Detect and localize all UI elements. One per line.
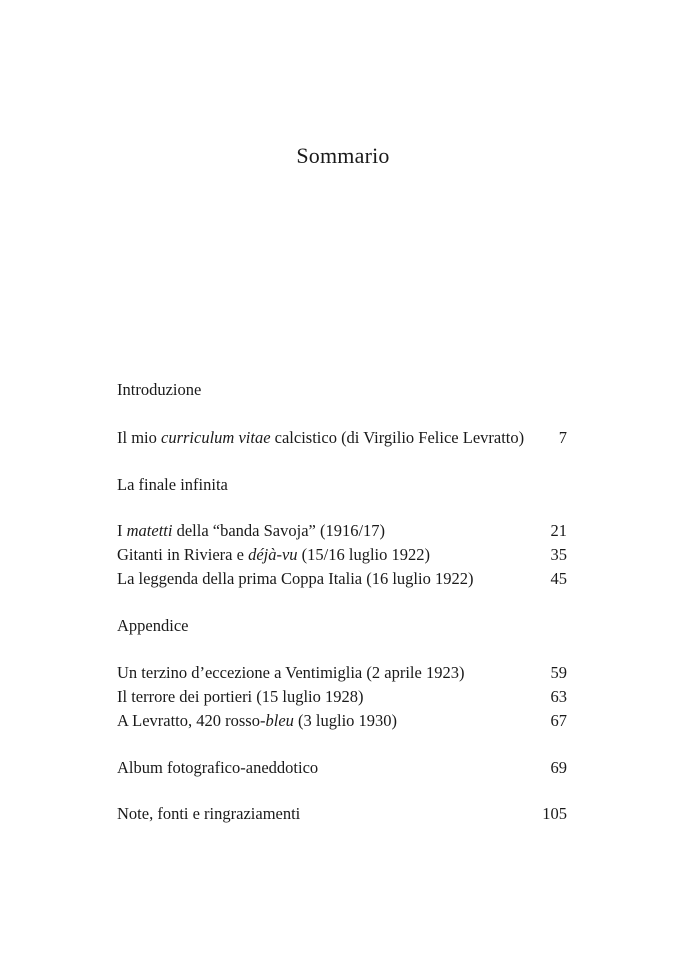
- toc-entry-title-text: La finale infinita: [117, 475, 228, 494]
- toc-entry-title-italic: déjà-vu: [248, 545, 298, 564]
- toc-entry-title: [117, 757, 318, 779]
- toc-entry-page-number: 7: [558, 428, 567, 447]
- toc-entry-title: [117, 710, 397, 732]
- toc-entry-title-text: della “banda Savoja” (1916/17): [172, 521, 386, 540]
- toc-entry-page-number: 45: [550, 569, 567, 588]
- toc-entry-title-text: Il mio: [117, 428, 161, 447]
- toc-entry-title: [117, 615, 188, 637]
- toc-entry-title: [117, 686, 364, 708]
- toc-entry-page-number: 35: [550, 545, 567, 564]
- page-title: Sommario: [296, 143, 390, 168]
- toc-entry-page-number: 59: [550, 663, 567, 682]
- toc-entry-page-number: 105: [542, 804, 567, 823]
- toc-entry-title-text: Il terrore dei portieri (15 luglio 1928): [117, 687, 364, 706]
- toc-entry-title-text: Un terzino d’eccezione a Ventimiglia (2 aprile 1923): [117, 663, 465, 682]
- toc-entry-title-text: I: [117, 521, 127, 540]
- toc-entry-title-text: Introduzione: [117, 380, 202, 399]
- toc-entry-title: [117, 803, 300, 825]
- toc-entry-title-text: (15/16 luglio 1922): [297, 545, 430, 564]
- toc-entry-title-text: Album fotografico-aneddotico: [117, 758, 319, 777]
- toc-entry-title-italic: bleu: [265, 711, 294, 730]
- toc-entry-title: [117, 662, 464, 684]
- toc-entry-title-text: La leggenda della prima Coppa Italia (16 luglio 1922): [117, 569, 474, 588]
- toc-entry-page-number: 67: [550, 711, 567, 730]
- toc-entry-title-text: Appendice: [117, 616, 189, 635]
- toc-entry-title-italic: matetti: [126, 521, 173, 540]
- toc-entry-title-text: (3 luglio 1930): [293, 711, 398, 730]
- toc-entry-title-text: Note, fonti e ringraziamenti: [117, 804, 301, 823]
- toc-entry-page-number: 21: [550, 521, 567, 540]
- toc-entry-title: [117, 427, 524, 449]
- toc-entry-title: [117, 520, 385, 542]
- toc-entry-title-text: Gitanti in Riviera e: [117, 545, 249, 564]
- toc-entry-title: [117, 379, 201, 401]
- toc-entry-page-number: 63: [550, 687, 567, 706]
- toc-entry-title-text: calcistico (di Virgilio Felice Levratto): [270, 428, 525, 447]
- toc-entry-title: [117, 568, 473, 590]
- toc-entry-title-italic: curriculum vitae: [161, 428, 271, 447]
- toc-entry-title: [117, 544, 430, 566]
- toc-entry-title-text: A Levratto, 420 rosso-: [117, 711, 266, 730]
- toc-entry-page-number: 69: [550, 758, 567, 777]
- toc-entry-title: [117, 474, 228, 496]
